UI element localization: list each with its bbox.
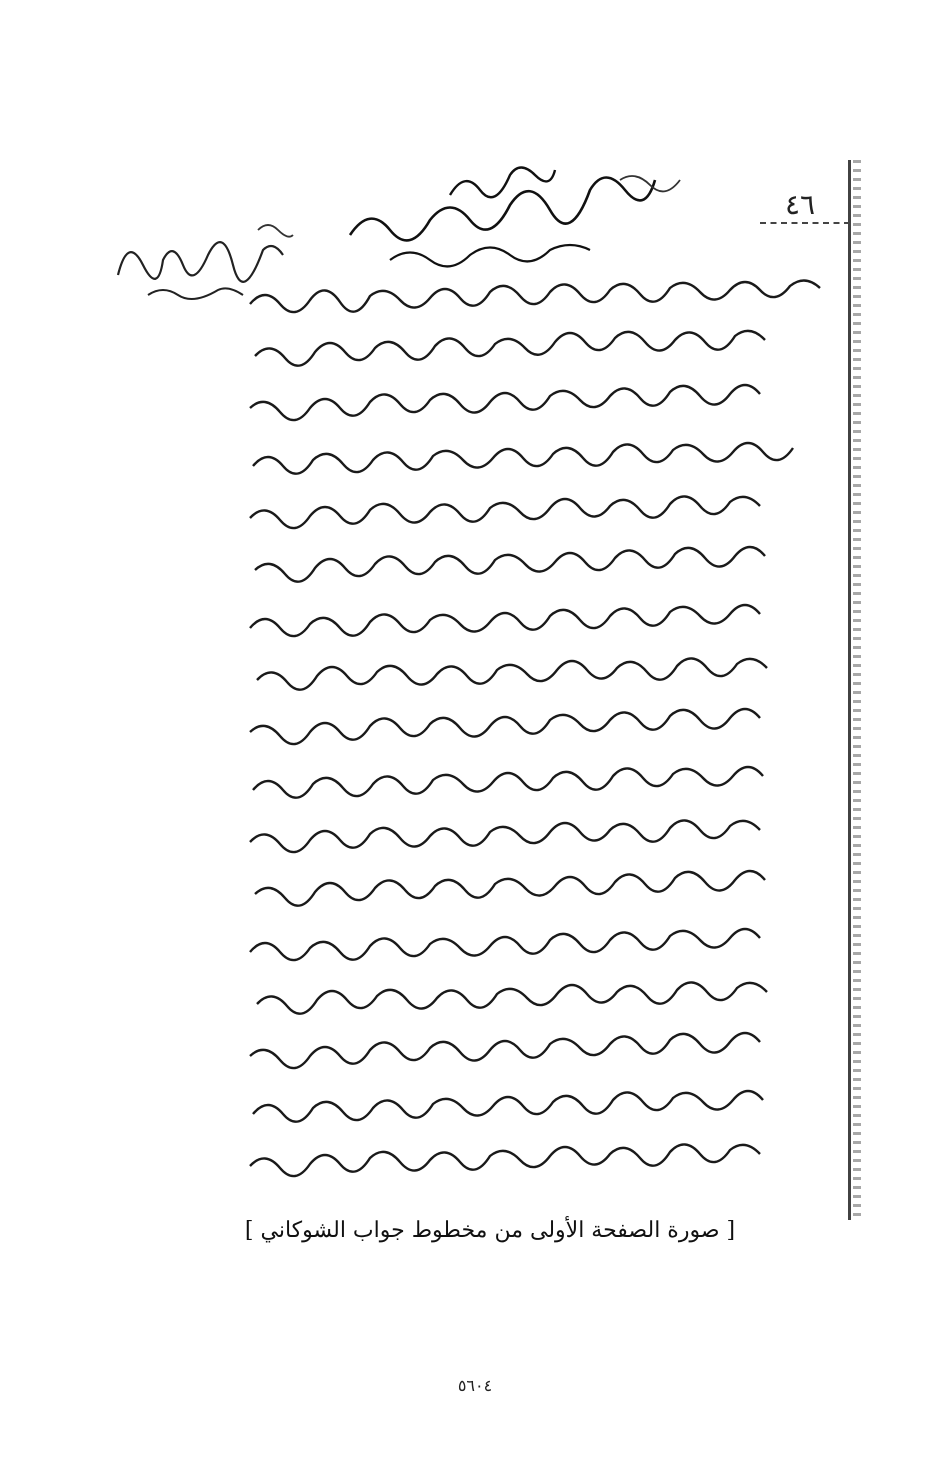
manuscript-line	[245, 1134, 845, 1188]
manuscript-line	[245, 864, 845, 918]
title-annotation-scribble	[330, 160, 710, 270]
title-handwritten-annotation	[330, 160, 710, 270]
manuscript-body-text	[245, 270, 845, 1188]
manuscript-line	[245, 432, 845, 486]
folio-number: ٤٦	[785, 188, 816, 221]
manuscript-line	[245, 594, 845, 648]
figure-caption: [ صورة الصفحة الأولى من مخطوط جواب الشوكاني ]	[244, 1218, 736, 1243]
manuscript-line	[245, 972, 845, 1026]
manuscript-line	[245, 702, 845, 756]
manuscript-line	[245, 810, 845, 864]
manuscript-line	[245, 540, 845, 594]
manuscript-line	[245, 756, 845, 810]
manuscript-binding-edge	[848, 160, 869, 1220]
page-number: ٥٦٠٤	[457, 1376, 493, 1395]
manuscript-line	[245, 648, 845, 702]
folio-underline	[760, 222, 850, 224]
manuscript-line	[245, 378, 845, 432]
manuscript-line	[245, 324, 845, 378]
manuscript-line	[245, 270, 845, 324]
manuscript-line	[245, 486, 845, 540]
manuscript-line	[245, 1080, 845, 1134]
manuscript-line	[245, 1026, 845, 1080]
manuscript-line	[245, 918, 845, 972]
